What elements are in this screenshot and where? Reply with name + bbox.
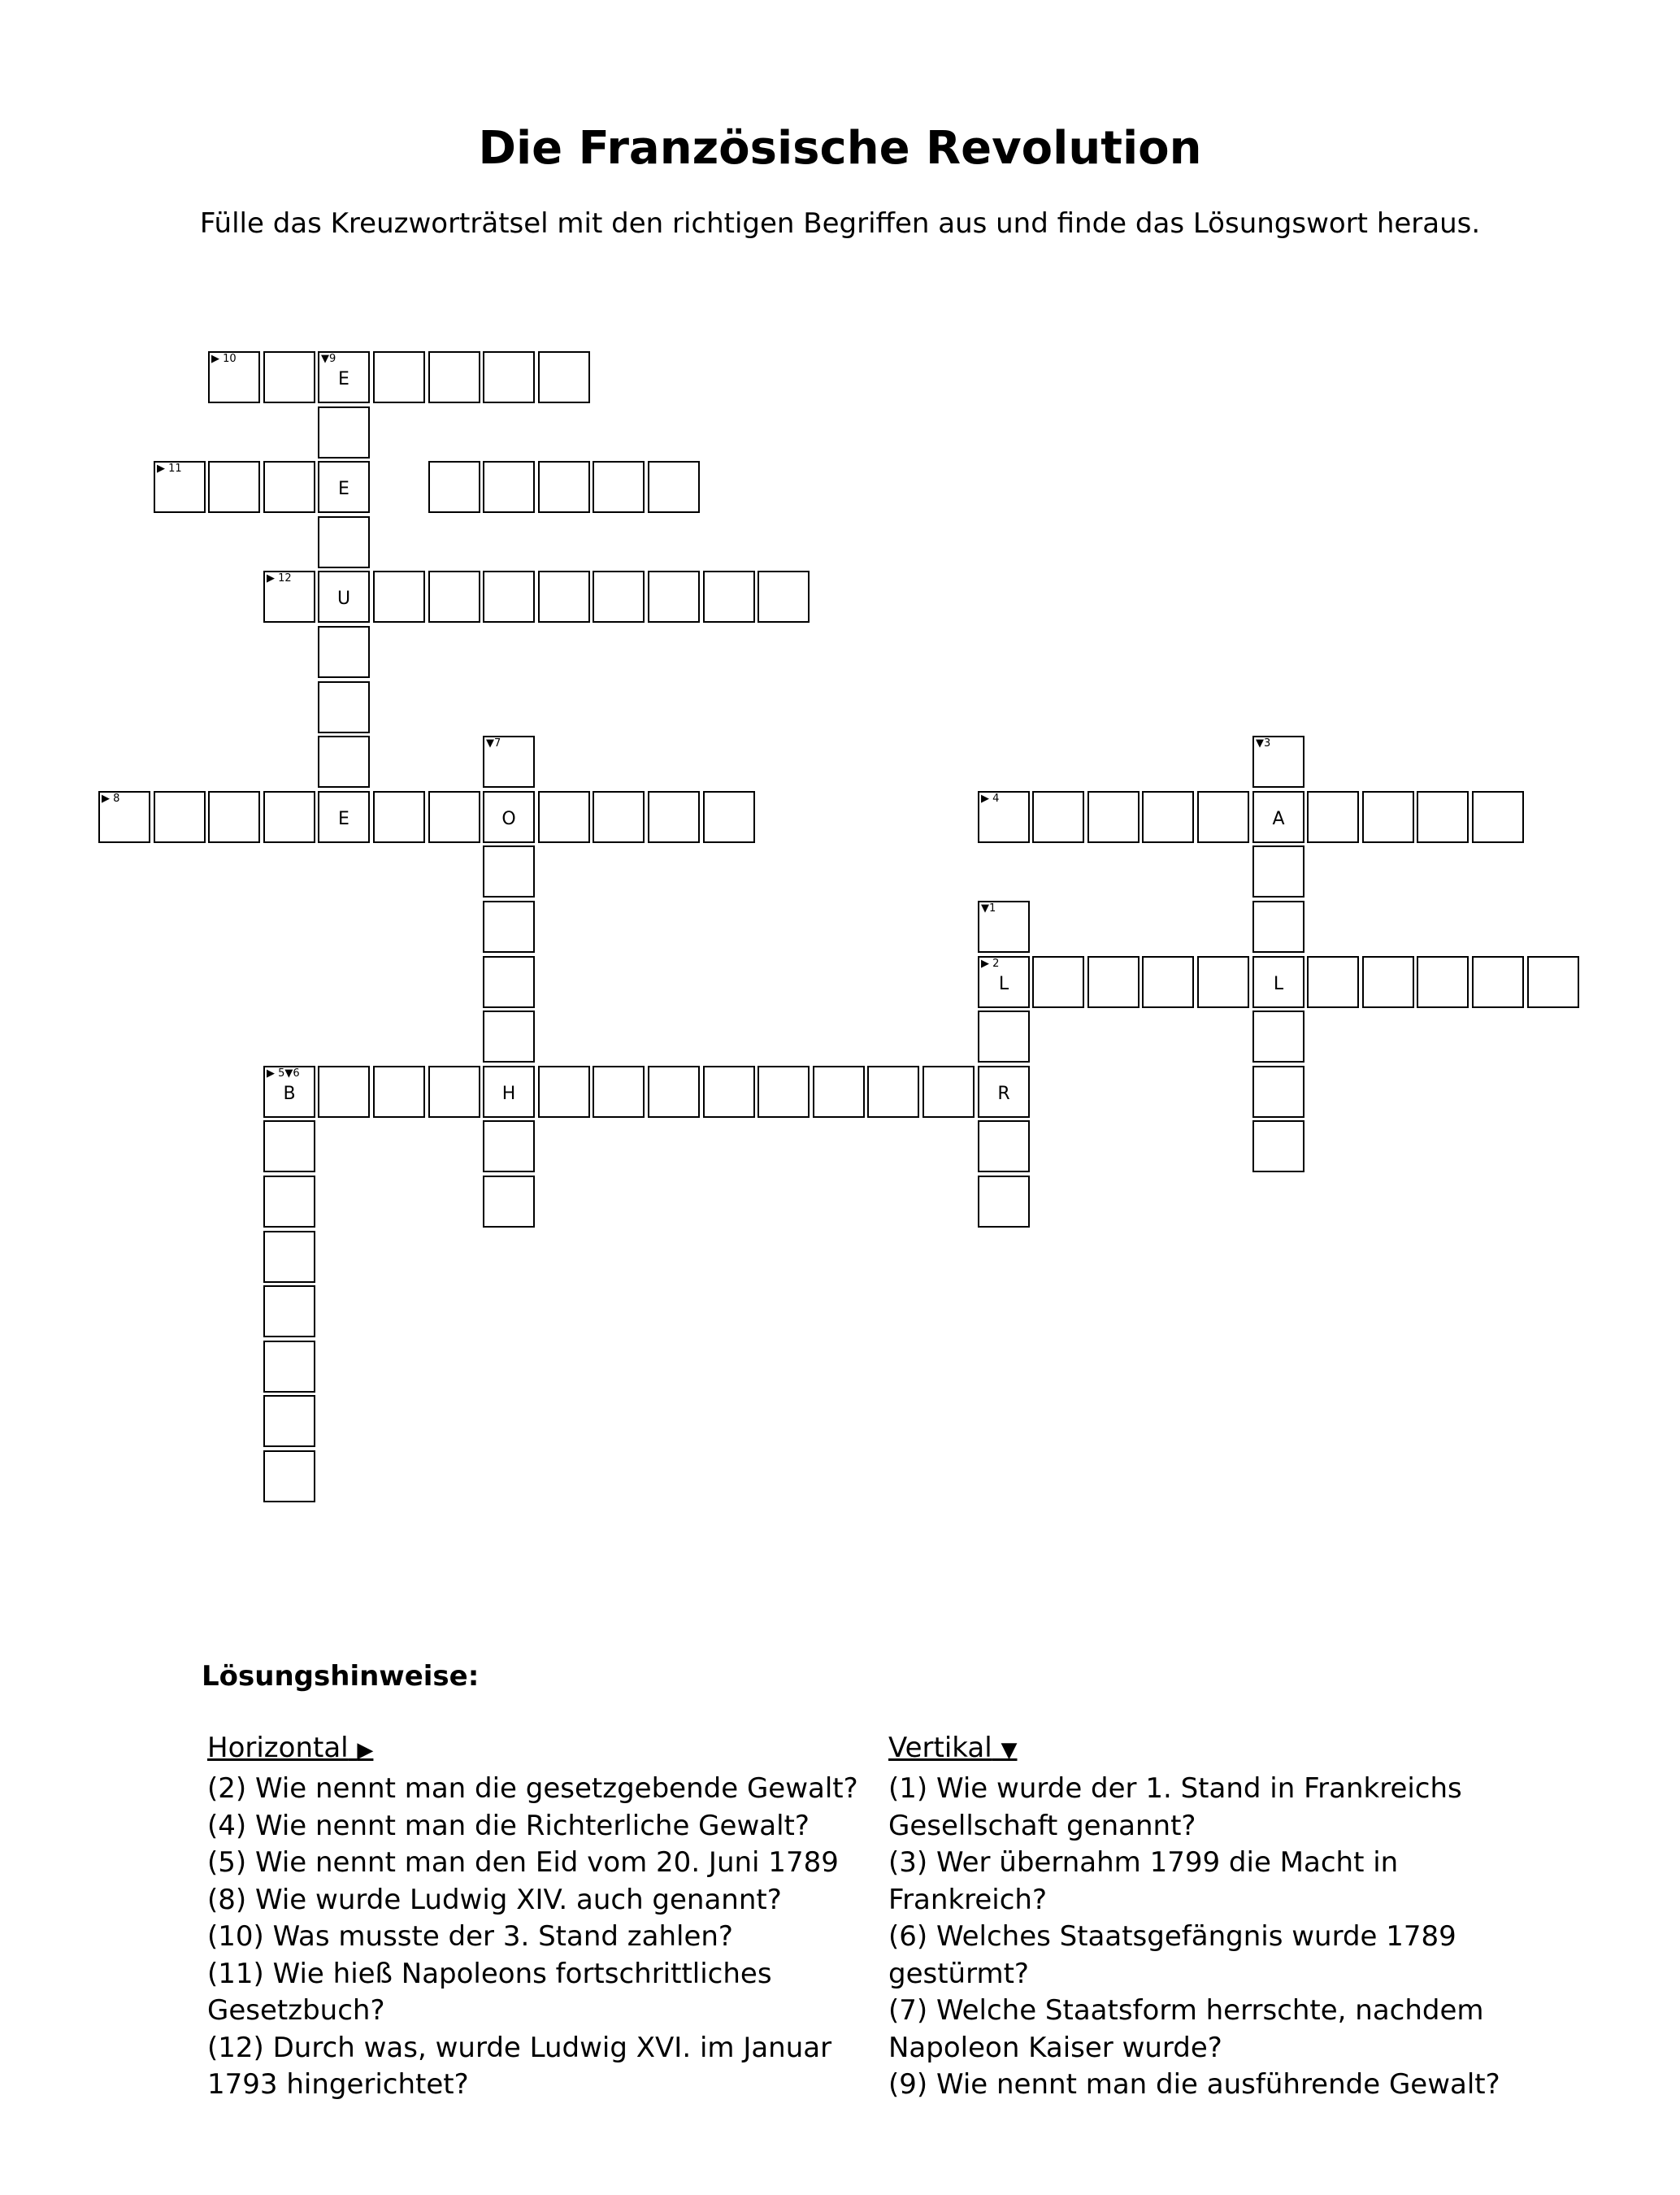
vertical-label: Vertikal: [888, 1732, 992, 1764]
clue-number: ▶ 10: [211, 353, 237, 365]
cell-letter: R: [997, 1084, 1010, 1104]
crossword-cell[interactable]: [1362, 956, 1414, 1008]
crossword-cell[interactable]: [648, 461, 700, 513]
clue-vertical-3: (3) Wer übernahm 1799 die Macht in Frankreich?: [888, 1846, 1399, 1916]
down-arrow-icon: ▼: [1001, 1738, 1018, 1763]
crossword-cell[interactable]: [483, 571, 535, 623]
crossword-cell[interactable]: [263, 1341, 315, 1393]
crossword-cell[interactable]: [593, 461, 645, 513]
crossword-cell[interactable]: [1472, 956, 1524, 1008]
crossword-cell[interactable]: [1417, 791, 1469, 843]
crossword-cell[interactable]: [1252, 1120, 1304, 1172]
clue-horizontal-2: (2) Wie nennt man die gesetzgebende Gewalt?: [207, 1772, 858, 1805]
clue-horizontal-8: (8) Wie wurde Ludwig XIV. auch genannt?: [207, 1883, 782, 1916]
crossword-cell[interactable]: [538, 1066, 590, 1118]
crossword-cell[interactable]: [373, 351, 425, 403]
clue-horizontal-10: (10) Was musste der 3. Stand zahlen?: [207, 1920, 733, 1953]
crossword-cell[interactable]: [318, 1066, 370, 1118]
crossword-cell[interactable]: [978, 1176, 1030, 1228]
cell-letter: E: [338, 479, 349, 499]
crossword-cell[interactable]: [1307, 956, 1359, 1008]
crossword-cell[interactable]: [318, 681, 370, 733]
clue-vertical-6: (6) Welches Staatsgefängnis wurde 1789 gestürmt?: [888, 1920, 1456, 1990]
crossword-cell[interactable]: [263, 461, 315, 513]
crossword-cell[interactable]: [1252, 1011, 1304, 1063]
crossword-cell[interactable]: [373, 1066, 425, 1118]
clue-vertical-1: (1) Wie wurde der 1. Stand in Frankreichs Gesellschaft genannt?: [888, 1772, 1462, 1842]
crossword-cell[interactable]: [922, 1066, 975, 1118]
crossword-cell[interactable]: [428, 351, 480, 403]
crossword-cell[interactable]: [154, 461, 206, 513]
clue-number: ▶ 8: [102, 793, 120, 805]
crossword-cell[interactable]: [593, 571, 645, 623]
crossword-cell[interactable]: [1527, 956, 1579, 1008]
clue-number: ▼1: [981, 902, 996, 915]
clue-number: ▼7: [486, 737, 501, 750]
crossword-cell[interactable]: [978, 1011, 1030, 1063]
crossword-cell[interactable]: [483, 901, 535, 953]
crossword-cell[interactable]: [1197, 791, 1249, 843]
clue-number: ▶ 11: [157, 463, 182, 475]
crossword-cell[interactable]: [758, 571, 810, 623]
crossword-cell[interactable]: [1252, 1066, 1304, 1118]
crossword-cell[interactable]: [1252, 736, 1304, 788]
crossword-cell[interactable]: [483, 1011, 535, 1063]
crossword-cell[interactable]: [373, 791, 425, 843]
vertical-heading: [888, 1730, 1017, 1768]
clue-number: ▶ 12: [267, 572, 292, 585]
crossword-cell[interactable]: [318, 351, 370, 403]
crossword-cell[interactable]: [428, 571, 480, 623]
crossword-cell[interactable]: [208, 791, 260, 843]
crossword-cell[interactable]: [978, 956, 1030, 1008]
clue-number: ▶ 4: [981, 793, 1000, 805]
crossword-cell[interactable]: [1032, 956, 1084, 1008]
cell-letter: O: [501, 809, 516, 829]
cell-letter: E: [338, 809, 349, 829]
crossword-cell[interactable]: [263, 351, 315, 403]
crossword-cell[interactable]: [1032, 791, 1084, 843]
crossword-cell[interactable]: [978, 791, 1030, 843]
crossword-cell[interactable]: [428, 791, 480, 843]
crossword-cell[interactable]: [263, 791, 315, 843]
horizontal-heading: [207, 1730, 373, 1768]
crossword-cell[interactable]: [1087, 956, 1140, 1008]
crossword-cell[interactable]: [483, 1120, 535, 1172]
crossword-cell[interactable]: [318, 791, 370, 843]
crossword-cell[interactable]: [263, 1176, 315, 1228]
clue-horizontal-11: (11) Wie hieß Napoleons fortschrittliches Gesetzbuch?: [207, 1957, 772, 2027]
crossword-cell[interactable]: [428, 461, 480, 513]
crossword-cell[interactable]: [758, 1066, 810, 1118]
crossword-cell[interactable]: [263, 1395, 315, 1447]
crossword-cell[interactable]: [1252, 956, 1304, 1008]
crossword-cell[interactable]: [538, 791, 590, 843]
crossword-cell[interactable]: [1472, 791, 1524, 843]
clue-number: ▼9: [321, 353, 336, 365]
crossword-cell[interactable]: [318, 736, 370, 788]
crossword-cell[interactable]: [318, 461, 370, 513]
instructions: Fülle das Kreuzworträtsel mit den richtigen Begriffen aus und finde das Lösungswort heraus.: [199, 207, 1481, 240]
crossword-cell[interactable]: [1252, 901, 1304, 953]
crossword-cell[interactable]: [263, 571, 315, 623]
crossword-cell[interactable]: [1197, 956, 1249, 1008]
crossword-cell[interactable]: [703, 1066, 755, 1118]
cell-letter: H: [501, 1084, 516, 1104]
crossword-cell[interactable]: [263, 1285, 315, 1337]
crossword-cell[interactable]: [538, 461, 590, 513]
crossword-cell[interactable]: [483, 736, 535, 788]
crossword-cell[interactable]: [1087, 791, 1140, 843]
right-arrow-icon: ▶: [357, 1738, 374, 1763]
crossword-cell[interactable]: [1252, 791, 1304, 843]
crossword-cell[interactable]: [318, 516, 370, 568]
crossword-cell[interactable]: [318, 406, 370, 459]
crossword-cell[interactable]: [648, 571, 700, 623]
clue-horizontal-5: (5) Wie nennt man den Eid vom 20. Juni 1789: [207, 1846, 839, 1879]
crossword-cell[interactable]: [318, 571, 370, 623]
crossword-cell[interactable]: [483, 351, 535, 403]
crossword-cell[interactable]: [1417, 956, 1469, 1008]
cell-letter: B: [283, 1084, 296, 1104]
cell-letter: U: [336, 589, 351, 609]
crossword-cell[interactable]: [208, 461, 260, 513]
crossword-cell[interactable]: [483, 845, 535, 898]
cell-letter: L: [998, 974, 1009, 994]
crossword-cell[interactable]: [263, 1066, 315, 1118]
crossword-cell[interactable]: [593, 791, 645, 843]
cell-letter: A: [1272, 809, 1285, 829]
crossword-cell[interactable]: [1307, 791, 1359, 843]
crossword-cell[interactable]: [483, 956, 535, 1008]
crossword-cell[interactable]: [867, 1066, 919, 1118]
hints-heading: Lösungshinweise:: [202, 1660, 480, 1693]
cell-letter: E: [338, 369, 349, 389]
clue-horizontal-12: (12) Durch was, wurde Ludwig XVI. im Januar 1793 hingerichtet?: [207, 2031, 832, 2101]
horizontal-clue-list: [207, 1771, 874, 2104]
crossword-cell[interactable]: [593, 1066, 645, 1118]
crossword-cell[interactable]: [483, 791, 535, 843]
crossword-cell[interactable]: [538, 571, 590, 623]
crossword-cell[interactable]: [483, 1176, 535, 1228]
crossword-cell[interactable]: [978, 1066, 1030, 1118]
crossword-cell[interactable]: [154, 791, 206, 843]
clue-number: ▼3: [1256, 737, 1271, 750]
crossword-cell[interactable]: [428, 1066, 480, 1118]
crossword-cell[interactable]: [648, 1066, 700, 1118]
crossword-cell[interactable]: [98, 791, 150, 843]
crossword-cell[interactable]: [703, 791, 755, 843]
clue-number: ▶ 5▼6: [267, 1067, 300, 1080]
clue-horizontal-4: (4) Wie nennt man die Richterliche Gewalt?: [207, 1809, 810, 1842]
cell-letter: L: [1273, 974, 1284, 994]
crossword-cell[interactable]: [703, 571, 755, 623]
clue-vertical-9: (9) Wie nennt man die ausführende Gewalt?: [888, 2068, 1500, 2101]
crossword-cell[interactable]: [208, 351, 260, 403]
crossword-cell[interactable]: [978, 901, 1030, 953]
crossword-cell[interactable]: [483, 1066, 535, 1118]
crossword-cell[interactable]: [978, 1120, 1030, 1172]
crossword-cell[interactable]: [813, 1066, 865, 1118]
crossword-cell[interactable]: [318, 626, 370, 678]
crossword-cell[interactable]: [483, 461, 535, 513]
crossword-cell[interactable]: [1142, 791, 1194, 843]
vertical-clue-list: [888, 1771, 1555, 2104]
crossword-cell[interactable]: [373, 571, 425, 623]
crossword-cell[interactable]: [1362, 791, 1414, 843]
clue-vertical-7: (7) Welche Staatsform herrschte, nachdem Napoleon Kaiser wurde?: [888, 1994, 1484, 2064]
clue-number: ▶ 2: [981, 958, 1000, 970]
crossword-cell[interactable]: [648, 791, 700, 843]
horizontal-label: Horizontal: [207, 1732, 349, 1764]
crossword-cell[interactable]: [263, 1450, 315, 1502]
crossword-cell[interactable]: [1252, 845, 1304, 898]
crossword-cell[interactable]: [538, 351, 590, 403]
page-title: Die Französische Revolution: [478, 122, 1202, 175]
crossword-cell[interactable]: [263, 1231, 315, 1283]
crossword-cell[interactable]: [1142, 956, 1194, 1008]
crossword-cell[interactable]: [263, 1120, 315, 1172]
